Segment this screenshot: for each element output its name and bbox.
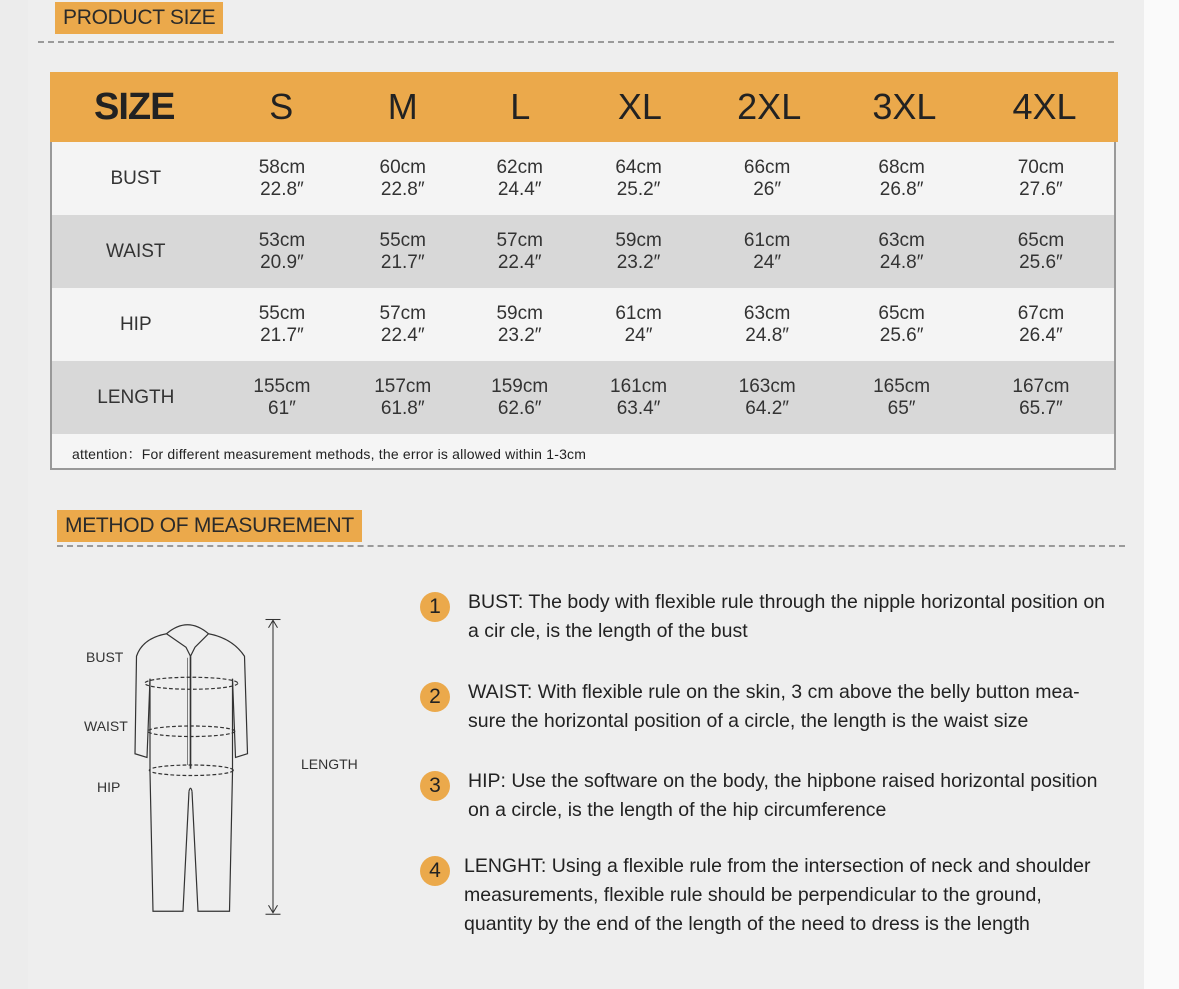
instruction-item bbox=[420, 852, 1120, 939]
value-cm: 161cm bbox=[610, 375, 668, 397]
figure-label-bust: BUST bbox=[86, 649, 124, 665]
value-inch: 20.9″ bbox=[260, 251, 304, 273]
value-inch: 21.7″ bbox=[380, 251, 425, 273]
value-cm: 57cm bbox=[379, 302, 426, 324]
value-inch: 21.7″ bbox=[260, 324, 304, 346]
size-value-cell bbox=[968, 376, 1114, 420]
size-value-cell bbox=[220, 376, 345, 420]
size-value-cell bbox=[835, 376, 968, 420]
divider bbox=[38, 41, 1114, 43]
value-inch: 25.2″ bbox=[616, 178, 661, 200]
value-cm: 63cm bbox=[743, 302, 791, 324]
size-value-cell bbox=[344, 230, 461, 274]
value-inch: 63.4″ bbox=[616, 397, 661, 419]
size-value-cell bbox=[220, 157, 345, 201]
size-value-cell bbox=[344, 157, 461, 201]
size-row-hip bbox=[52, 288, 1114, 361]
value-inch: 26.8″ bbox=[879, 178, 924, 200]
value-cm: 68cm bbox=[878, 156, 925, 178]
value-cm: 55cm bbox=[258, 302, 306, 324]
value-cm: 65cm bbox=[878, 302, 925, 324]
size-header-cell: XL bbox=[617, 86, 662, 127]
product-size-title: PRODUCT SIZE bbox=[55, 2, 223, 34]
figure-label-length: LENGTH bbox=[301, 756, 358, 772]
figure-label-waist: WAIST bbox=[84, 718, 128, 734]
value-inch: 22.8″ bbox=[380, 178, 425, 200]
size-value-cell bbox=[344, 303, 461, 347]
value-inch: 65.7″ bbox=[1019, 397, 1063, 419]
step-number: 3 bbox=[420, 771, 450, 801]
size-row-length bbox=[52, 361, 1114, 434]
size-header-label: SIZE bbox=[94, 85, 175, 128]
right-margin bbox=[1144, 0, 1179, 989]
size-value-cell bbox=[699, 157, 835, 201]
size-value-cell bbox=[578, 157, 699, 201]
size-row-waist bbox=[52, 215, 1114, 288]
size-value-cell bbox=[578, 303, 699, 347]
value-cm: 63cm bbox=[878, 229, 925, 251]
size-value-cell bbox=[835, 303, 968, 347]
instruction-text: HIP: Use the software on the body, the hipbone raised horizontal position on a circle, is the length of the hip circumference bbox=[468, 770, 1098, 821]
value-cm: 58cm bbox=[258, 156, 306, 178]
value-inch: 23.2″ bbox=[616, 251, 661, 273]
value-cm: 159cm bbox=[491, 375, 549, 397]
value-cm: 155cm bbox=[253, 375, 311, 397]
value-inch: 61″ bbox=[268, 397, 296, 419]
size-row-bust bbox=[52, 142, 1114, 215]
instruction-text: BUST: The body with flexible rule through the nipple horizontal position on a cir cle, is the length of the bust bbox=[468, 591, 1106, 642]
size-value-cell bbox=[968, 303, 1114, 347]
value-cm: 59cm bbox=[615, 229, 662, 251]
size-value-cell bbox=[968, 230, 1114, 274]
value-cm: 60cm bbox=[379, 156, 426, 178]
step-number: 1 bbox=[420, 592, 450, 622]
value-cm: 70cm bbox=[1017, 156, 1065, 178]
value-cm: 62cm bbox=[496, 156, 543, 178]
size-value-cell bbox=[461, 230, 578, 274]
value-inch: 24.4″ bbox=[497, 178, 542, 200]
row-label: BUST bbox=[110, 167, 162, 189]
value-cm: 165cm bbox=[873, 375, 931, 397]
method-title: METHOD OF MEASUREMENT bbox=[57, 510, 362, 542]
size-value-cell bbox=[344, 376, 461, 420]
size-header-cell: 4XL bbox=[1012, 86, 1077, 127]
value-inch: 26″ bbox=[753, 178, 782, 200]
size-header-cell: L bbox=[510, 86, 531, 127]
size-table-header bbox=[50, 72, 1118, 142]
instruction-text: LENGHT: Using a flexible rule from the intersection of neck and shoulder measurements, flexible rule should be perpendicular to the ground, quantity by the end of the length of the need to dress is the length bbox=[464, 855, 1091, 935]
value-inch: 64.2″ bbox=[745, 397, 790, 419]
attention-note: attention：For different measurement methods, the error is allowed within 1-3cm bbox=[72, 446, 587, 462]
size-value-cell bbox=[699, 376, 835, 420]
value-cm: 57cm bbox=[496, 229, 543, 251]
instruction-item bbox=[420, 588, 1110, 646]
value-cm: 53cm bbox=[258, 229, 306, 251]
row-label: LENGTH bbox=[97, 386, 175, 408]
size-header-cell: 3XL bbox=[872, 86, 937, 127]
size-value-cell bbox=[835, 157, 968, 201]
value-inch: 61.8″ bbox=[380, 397, 425, 419]
row-label: WAIST bbox=[106, 240, 166, 262]
value-inch: 22.4″ bbox=[380, 324, 425, 346]
value-inch: 23.2″ bbox=[497, 324, 542, 346]
value-cm: 61cm bbox=[743, 229, 791, 251]
value-inch: 22.4″ bbox=[497, 251, 542, 273]
size-value-cell bbox=[578, 376, 699, 420]
value-cm: 55cm bbox=[379, 229, 426, 251]
size-value-cell bbox=[699, 303, 835, 347]
value-cm: 65cm bbox=[1017, 229, 1065, 251]
divider bbox=[57, 545, 1125, 547]
size-table bbox=[50, 72, 1116, 470]
instruction-item bbox=[420, 678, 1110, 736]
step-number: 4 bbox=[420, 856, 450, 886]
size-value-cell bbox=[578, 230, 699, 274]
value-inch: 27.6″ bbox=[1019, 178, 1063, 200]
jumpsuit-figure-icon bbox=[120, 560, 360, 970]
value-cm: 59cm bbox=[496, 302, 543, 324]
value-inch: 24.8″ bbox=[745, 324, 790, 346]
size-value-cell bbox=[220, 230, 345, 274]
value-inch: 22.8″ bbox=[260, 178, 304, 200]
value-cm: 157cm bbox=[374, 375, 432, 397]
size-header-cell: 2XL bbox=[737, 86, 802, 127]
value-cm: 66cm bbox=[743, 156, 791, 178]
instruction-text: WAIST: With flexible rule on the skin, 3 cm above the belly button mea- sure the horizontal position of a circle, the length is the waist size bbox=[468, 681, 1080, 732]
value-cm: 61cm bbox=[615, 302, 662, 324]
value-cm: 67cm bbox=[1017, 302, 1065, 324]
value-cm: 163cm bbox=[738, 375, 796, 397]
value-inch: 65″ bbox=[887, 397, 916, 419]
value-inch: 25.6″ bbox=[879, 324, 924, 346]
value-inch: 26.4″ bbox=[1019, 324, 1063, 346]
row-label: HIP bbox=[119, 313, 152, 335]
value-cm: 64cm bbox=[615, 156, 662, 178]
size-value-cell bbox=[835, 230, 968, 274]
value-inch: 24″ bbox=[624, 324, 653, 346]
size-value-cell bbox=[968, 157, 1114, 201]
size-header-cell: M bbox=[387, 86, 418, 127]
value-inch: 25.6″ bbox=[1019, 251, 1063, 273]
size-value-cell bbox=[461, 157, 578, 201]
value-cm: 167cm bbox=[1012, 375, 1070, 397]
instruction-item bbox=[420, 767, 1120, 825]
value-inch: 24″ bbox=[753, 251, 782, 273]
size-value-cell bbox=[461, 376, 578, 420]
size-value-cell bbox=[461, 303, 578, 347]
size-value-cell bbox=[220, 303, 345, 347]
value-inch: 62.6″ bbox=[497, 397, 542, 419]
figure-label-hip: HIP bbox=[97, 779, 121, 795]
step-number: 2 bbox=[420, 682, 450, 712]
value-inch: 24.8″ bbox=[879, 251, 924, 273]
size-value-cell bbox=[699, 230, 835, 274]
size-header-cell: S bbox=[269, 86, 294, 127]
